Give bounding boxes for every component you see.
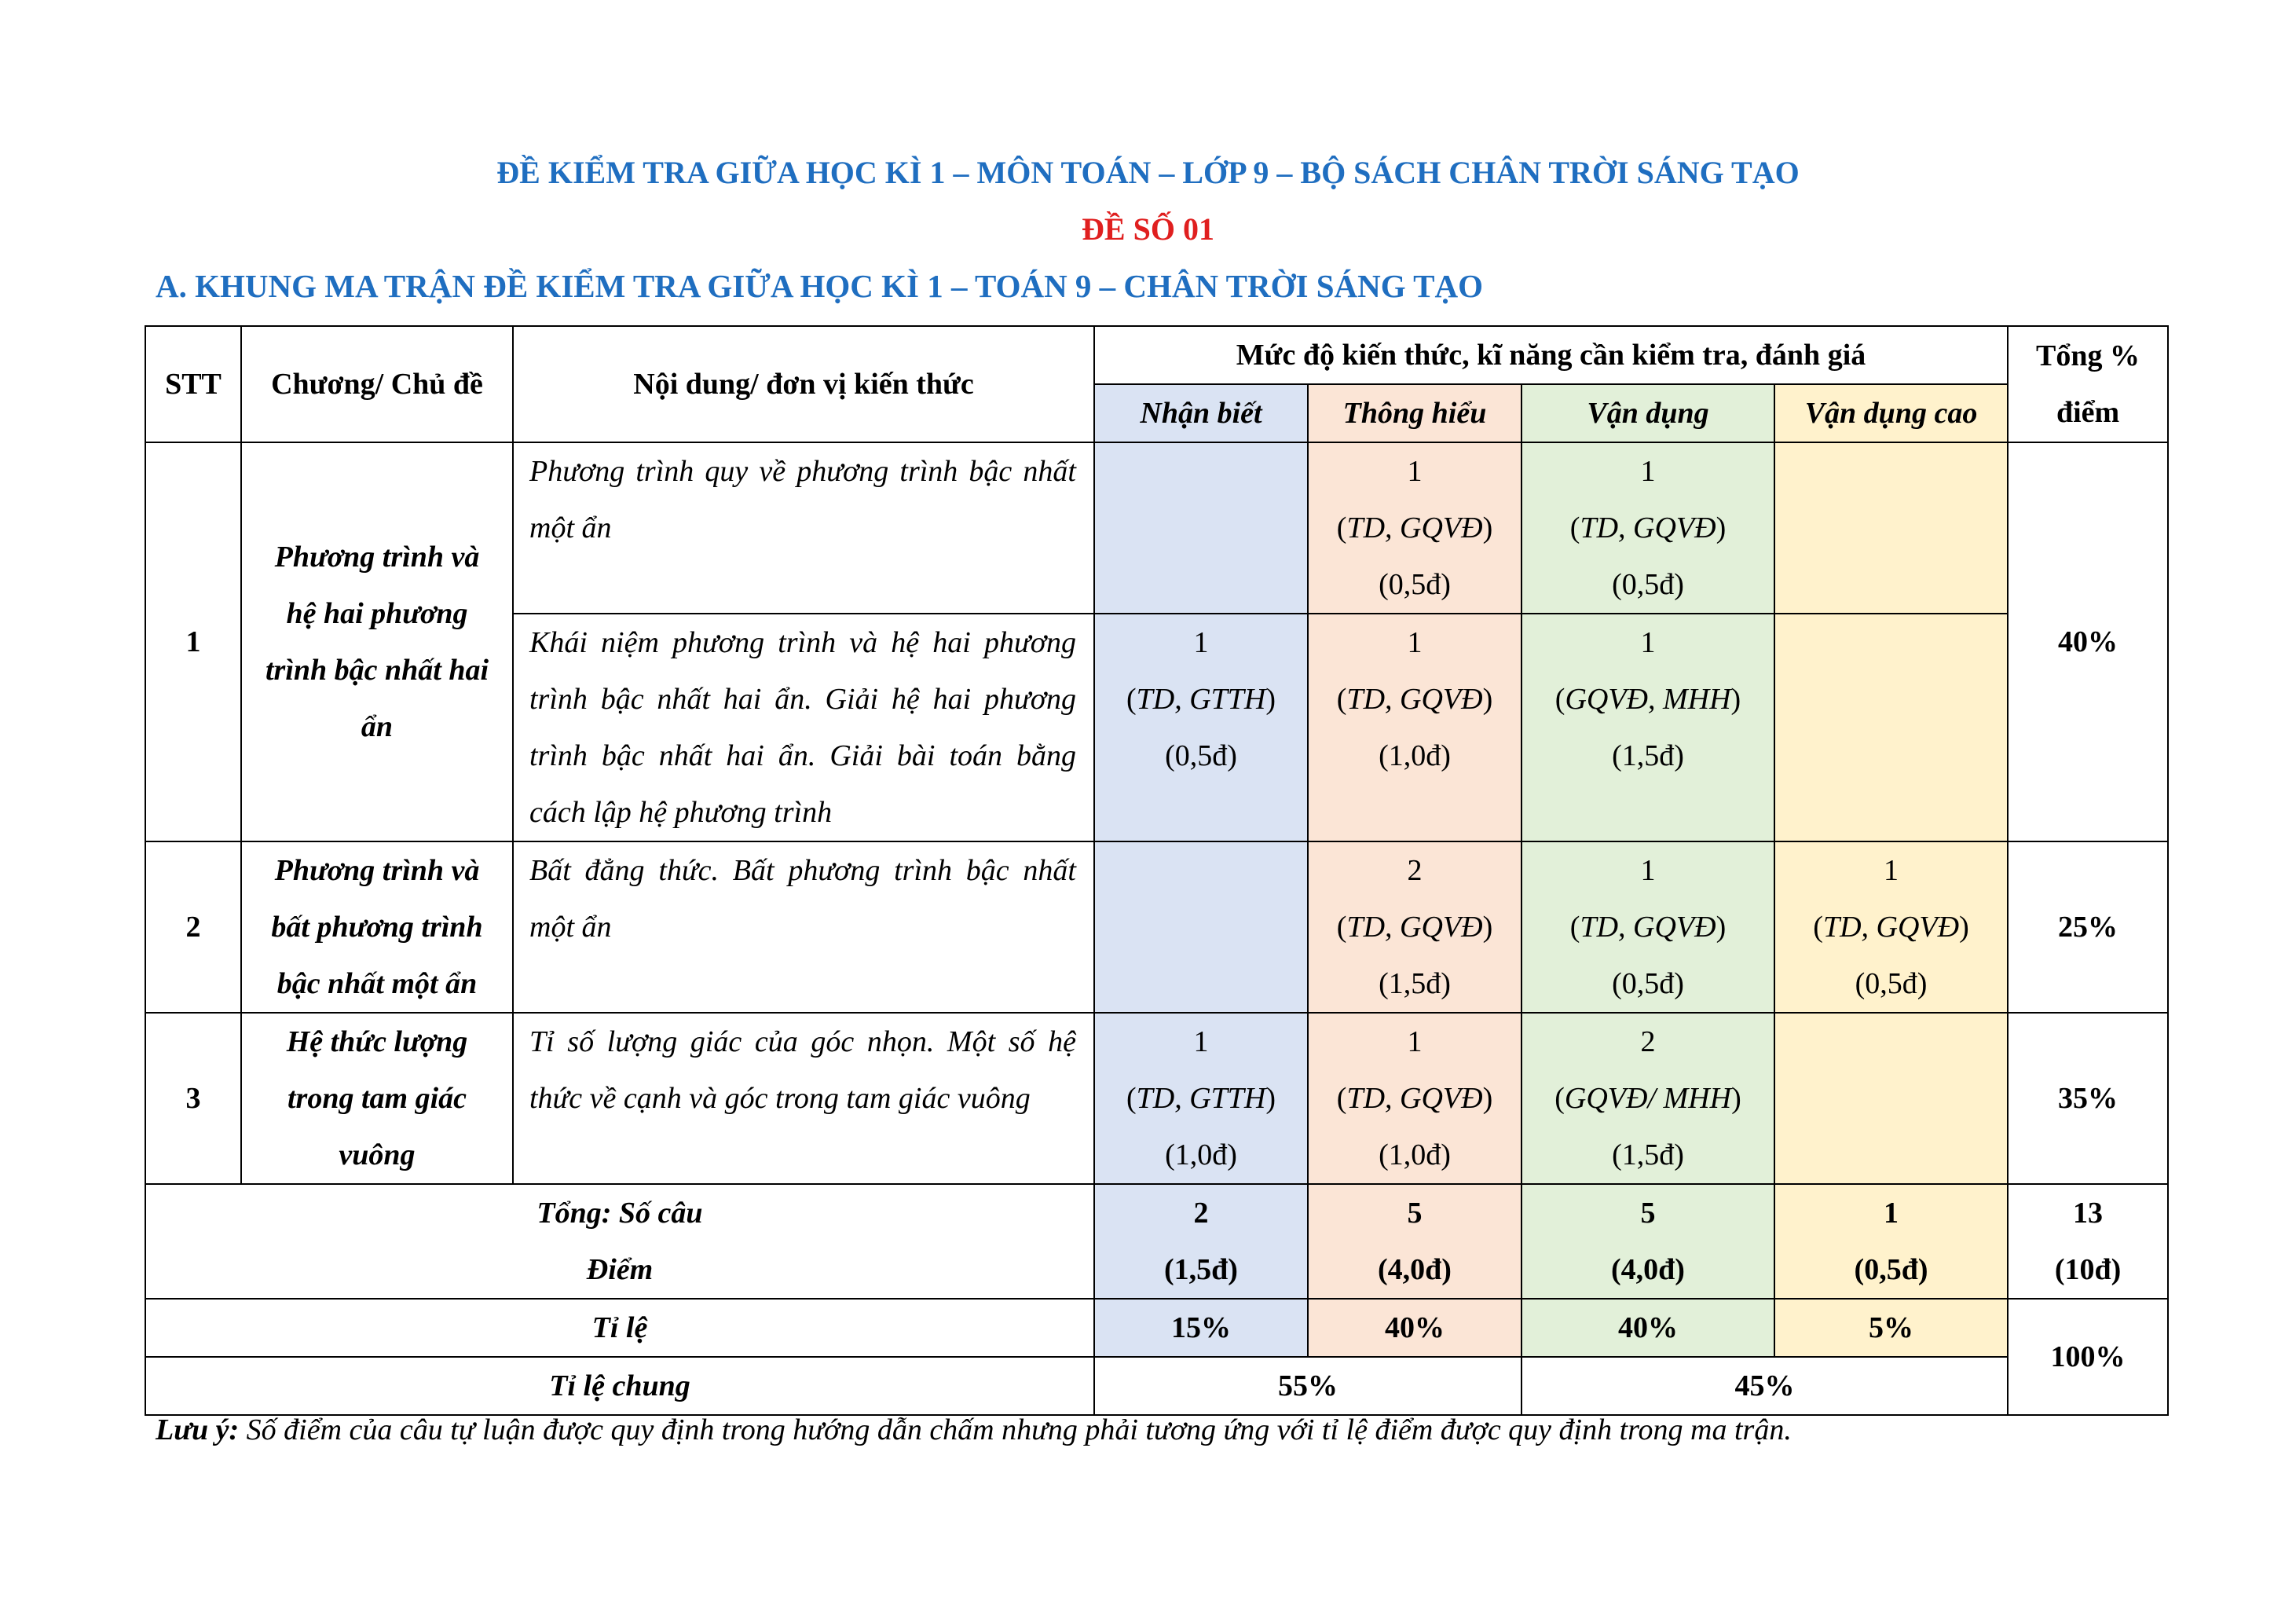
skill-text: TD, GTTH (1136, 683, 1266, 716)
overall-label: Tỉ lệ chung (145, 1357, 1094, 1415)
skill-text: TD, GTTH (1136, 1082, 1266, 1115)
ratio-label: Tỉ lệ (145, 1299, 1094, 1357)
question-count: 1 (1640, 455, 1656, 488)
skill-paren-open: ( (1569, 511, 1580, 544)
summary-cell-van-dung-cao (1774, 1184, 2008, 1299)
skill-text: GQVĐ, MHH (1565, 683, 1731, 716)
ratio-cell-nhan-biet: 15% (1094, 1299, 1308, 1357)
content-cell: Tỉ số lượng giác của góc nhọn. Một số hệ thức về cạnh và góc trong tam giác vuông (513, 1013, 1094, 1184)
header-total-line2: điểm (2056, 396, 2120, 429)
level-cell-van-dung (1522, 442, 1774, 614)
summary-overall-row (145, 1357, 2168, 1415)
content-cell: Phương trình quy về phương trình bậc nhất một ẩn (513, 442, 1094, 614)
table-row (145, 442, 2168, 614)
skill-paren-close: ) (1730, 683, 1741, 716)
skill-text: TD, GQVĐ (1580, 511, 1716, 544)
content-cell: Bất đẳng thức. Bất phương trình bậc nhất một ẩn (513, 841, 1094, 1013)
ratio-cell-van-dung-cao: 5% (1774, 1299, 2008, 1357)
skill-codes (1309, 1070, 1521, 1127)
summary-total-row (145, 1184, 2168, 1299)
header-nhan-biet: Nhận biết (1094, 384, 1308, 442)
row-total-cell: 40% (2008, 442, 2168, 841)
skill-codes (1095, 671, 1307, 728)
skill-paren-close: ) (1716, 911, 1727, 944)
question-points: (0,5đ) (1379, 568, 1451, 601)
row-total-cell: 25% (2008, 841, 2168, 1013)
skill-text: TD, GQVĐ (1580, 911, 1716, 944)
topic-cell: Phương trình và hệ hai phương trình bậc nhất hai ẩn (241, 442, 513, 841)
level-cell-van-dung (1522, 1013, 1774, 1184)
level-cell-van-dung-cao (1774, 614, 2008, 841)
skill-codes (1522, 899, 1774, 955)
header-total-line1: Tổng % (2036, 339, 2140, 372)
skill-paren-open: ( (1336, 683, 1347, 716)
question-points: (0,5đ) (1165, 739, 1237, 772)
skill-text: TD, GQVĐ (1346, 1082, 1483, 1115)
skill-paren-close: ) (1731, 1082, 1741, 1115)
skill-text: TD, GQVĐ (1346, 911, 1483, 944)
header-thong-hieu: Thông hiểu (1308, 384, 1522, 442)
level-cell-van-dung-cao (1774, 1013, 2008, 1184)
summary-cell-nhan-biet (1094, 1184, 1308, 1299)
skill-paren-open: ( (1554, 683, 1565, 716)
level-cell-van-dung (1522, 841, 1774, 1013)
document-title: ĐỀ KIỂM TRA GIỮA HỌC KÌ 1 – MÔN TOÁN – LỚP 9 – BỘ SÁCH CHÂN TRỜI SÁNG TẠO (496, 155, 1800, 190)
topic-cell: Phương trình và bất phương trình bậc nhất một ẩn (241, 841, 513, 1013)
header-van-dung-cao: Vận dụng cao (1774, 384, 2008, 442)
header-van-dung: Vận dụng (1522, 384, 1774, 442)
level-cell-van-dung-cao (1774, 442, 2008, 614)
skill-codes (1095, 1070, 1307, 1127)
summary-points-label: Điểm (586, 1253, 654, 1286)
topic-cell: Hệ thức lượng trong tam giác vuông (241, 1013, 513, 1184)
summary-points: (4,0đ) (1378, 1253, 1452, 1286)
level-cell-nhan-biet (1094, 442, 1308, 614)
section-title: A. KHUNG MA TRẬN ĐỀ KIỂM TRA GIỮA HỌC KÌ 1 – TOÁN 9 – CHÂN TRỜI SÁNG TẠO (156, 268, 1483, 304)
summary-ratio-row (145, 1299, 2168, 1357)
question-count: 1 (1193, 1025, 1209, 1058)
question-count: 1 (1640, 626, 1656, 659)
skill-text: GQVĐ/ MHH (1564, 1082, 1732, 1115)
level-cell-nhan-biet (1094, 614, 1308, 841)
skill-paren-close: ) (1959, 911, 1969, 944)
summary-points: (0,5đ) (1854, 1253, 1928, 1286)
skill-paren-open: ( (1813, 911, 1823, 944)
question-points: (1,5đ) (1612, 1138, 1684, 1171)
level-cell-van-dung (1522, 614, 1774, 841)
skill-paren-close: ) (1265, 1082, 1276, 1115)
stt-cell: 2 (145, 841, 241, 1013)
question-count: 1 (1407, 455, 1423, 488)
question-points: (0,5đ) (1612, 967, 1684, 1000)
stt-cell: 1 (145, 442, 241, 841)
skill-codes (1309, 899, 1521, 955)
skill-codes (1522, 1070, 1774, 1127)
overall-cell-1: 55% (1094, 1357, 1522, 1415)
question-points: (1,5đ) (1612, 739, 1684, 772)
header-total (2008, 326, 2168, 442)
skill-paren-close: ) (1482, 683, 1493, 716)
question-count: 1 (1407, 1025, 1423, 1058)
summary-count: 2 (1193, 1197, 1209, 1230)
summary-count: 1 (1884, 1197, 1899, 1230)
skill-paren-close: ) (1716, 511, 1727, 544)
question-points: (1,5đ) (1379, 967, 1451, 1000)
overall-cell-2: 45% (1522, 1357, 2008, 1415)
ratio-cell-thong-hieu: 40% (1308, 1299, 1522, 1357)
header-topic: Chương/ Chủ đề (241, 326, 513, 442)
skill-text: TD, GQVĐ (1346, 683, 1483, 716)
skill-paren-close: ) (1265, 683, 1276, 716)
header-content: Nội dung/ đơn vị kiến thức (513, 326, 1094, 442)
note (156, 1413, 1792, 1447)
skill-text: TD, GQVĐ (1822, 911, 1960, 944)
skill-codes (1522, 671, 1774, 728)
question-points: (1,0đ) (1379, 739, 1451, 772)
skill-codes (1309, 500, 1521, 556)
summary-grand-total (2008, 1184, 2168, 1299)
skill-paren-open: ( (1126, 683, 1137, 716)
note-text: Số điểm của câu tự luận được quy định trong hướng dẫn chấm nhưng phải tương ứng với tỉ lệ điểm được quy định trong ma trận. (239, 1413, 1792, 1446)
summary-count-label: Tổng: Số câu (536, 1197, 703, 1230)
level-cell-nhan-biet (1094, 841, 1308, 1013)
question-points: (1,0đ) (1165, 1138, 1237, 1171)
question-count: 1 (1640, 854, 1656, 887)
stt-cell: 3 (145, 1013, 241, 1184)
skill-paren-close: ) (1482, 911, 1493, 944)
skill-paren-open: ( (1569, 911, 1580, 944)
header-levels-group: Mức độ kiến thức, kĩ năng cần kiểm tra, đánh giá (1094, 326, 2008, 384)
row-total-cell: 35% (2008, 1013, 2168, 1184)
skill-codes (1522, 500, 1774, 556)
skill-paren-open: ( (1554, 1082, 1565, 1115)
summary-count: 5 (1640, 1197, 1656, 1230)
level-cell-thong-hieu (1308, 841, 1522, 1013)
level-cell-thong-hieu (1308, 442, 1522, 614)
content-cell: Khái niệm phương trình và hệ hai phương trình bậc nhất hai ẩn. Giải hệ hai phương trình bậc nhất hai ẩn. Giải bài toán bằng cách lập hệ phương trình (513, 614, 1094, 841)
exam-number: ĐỀ SỐ 01 (1082, 211, 1214, 247)
overall-total: 100% (2008, 1299, 2168, 1415)
summary-count: 5 (1407, 1197, 1423, 1230)
summary-points: (1,5đ) (1164, 1253, 1238, 1286)
summary-points: (4,0đ) (1611, 1253, 1685, 1286)
note-label: Lưu ý: (156, 1413, 240, 1446)
header-stt: STT (145, 326, 241, 442)
level-cell-nhan-biet (1094, 1013, 1308, 1184)
skill-paren-open: ( (1336, 911, 1347, 944)
grand-count: 13 (2073, 1197, 2104, 1230)
question-count: 1 (1884, 854, 1899, 887)
skill-paren-open: ( (1336, 1082, 1347, 1115)
question-count: 2 (1640, 1025, 1656, 1058)
skill-codes (1775, 899, 2007, 955)
level-cell-van-dung-cao (1774, 841, 2008, 1013)
skill-paren-open: ( (1126, 1082, 1137, 1115)
summary-cell-thong-hieu (1308, 1184, 1522, 1299)
matrix-table (145, 325, 2169, 1416)
question-points: (1,0đ) (1379, 1138, 1451, 1171)
skill-text: TD, GQVĐ (1346, 511, 1483, 544)
grand-points: (10đ) (2054, 1253, 2122, 1286)
ratio-cell-van-dung: 40% (1522, 1299, 1774, 1357)
skill-codes (1309, 671, 1521, 728)
summary-total-label (145, 1184, 1094, 1299)
table-row (145, 1013, 2168, 1184)
question-points: (0,5đ) (1855, 967, 1928, 1000)
table-row (145, 841, 2168, 1013)
level-cell-thong-hieu (1308, 1013, 1522, 1184)
question-count: 1 (1407, 626, 1423, 659)
skill-paren-open: ( (1336, 511, 1347, 544)
skill-paren-close: ) (1482, 1082, 1493, 1115)
question-points: (0,5đ) (1612, 568, 1684, 601)
question-count: 2 (1407, 854, 1423, 887)
skill-paren-close: ) (1482, 511, 1493, 544)
summary-cell-van-dung (1522, 1184, 1774, 1299)
question-count: 1 (1193, 626, 1209, 659)
level-cell-thong-hieu (1308, 614, 1522, 841)
